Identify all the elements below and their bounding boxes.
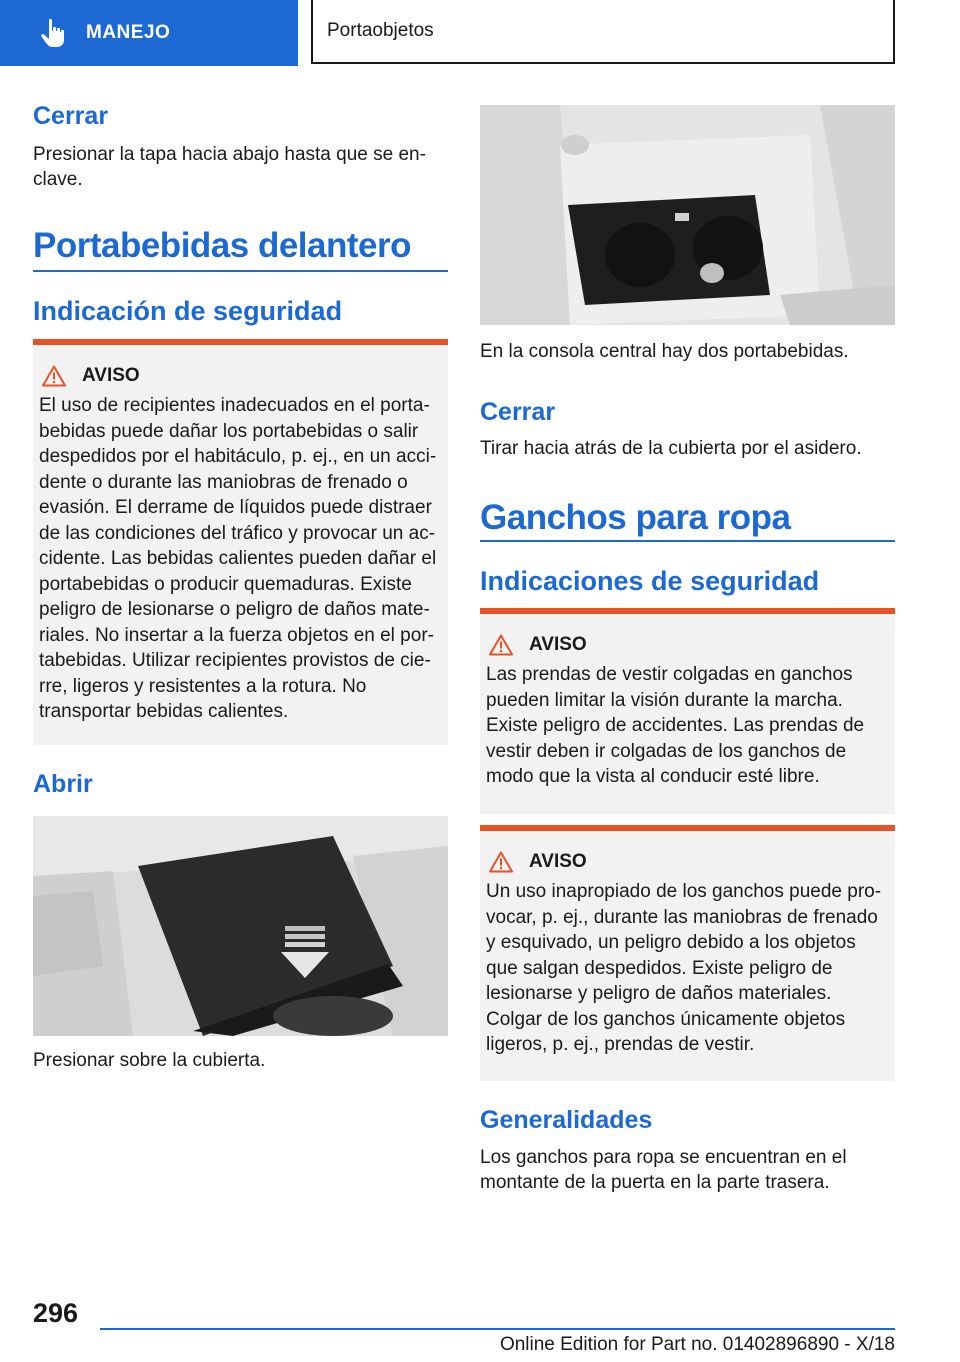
warning-header [39,365,442,387]
abrir-heading: Abrir [33,770,93,798]
warning-triangle-icon [489,851,513,873]
cerrar-heading: Cerrar [33,102,109,130]
cupholder-image [480,105,895,325]
edition-link[interactable]: Online Edition for Part no. 01402896890 - X/18 [499,1334,895,1355]
warning-box-1 [480,608,895,814]
warning-text-1: Las prendas de vestir colgadas en ganchos pueden limitar la visión durante la marcha. Existe peligro de accidentes. Las prendas de vestir deben ir colgadas de los ganchos de modo que la vista al conducir esté libre. [486,664,865,787]
warning-label-1: AVISO [529,634,587,655]
warning-triangle-icon [489,634,513,656]
cerrar-text: Presionar la tapa hacia abajo hasta que se enclave. [33,144,426,190]
footer-rule [100,1328,895,1330]
console-cover-image [33,816,448,1036]
heading-rule-right [480,540,895,542]
warning-header-1 [486,634,889,656]
warning-label: AVISO [82,365,140,386]
generalidades-heading: Generalidades [480,1106,653,1134]
generalidades-text: Los ganchos para ropa se encuentran en el montante de la puerta en la parte trasera. [480,1147,847,1193]
seguridad-heading: Indicación de seguridad [33,296,343,326]
console-cover-illustration [33,816,448,1036]
warning-triangle-icon [42,365,66,387]
hand-pointer-icon [40,18,66,48]
ganchos-heading: Ganchos para ropa [480,498,791,537]
cupholder-illustration [480,105,895,325]
indicaciones-heading: Indicaciones de seguridad [480,566,820,596]
page-header [0,0,960,66]
warning-label-2: AVISO [529,851,587,872]
warning-text: El uso de recipientes inadecuados en el portabebidas puede dañar los portabebidas o salir despedidos por el habitáculo, p. ej., en un accidente o durante las maniobras de frenado o evasión. El derrame de líquidos puede distraer de las condiciones del tráfico y provocar un accidente. Las bebidas calientes pueden dañar el portabebidas o producir quemaduras. Existe peligro de lesionarse o peligro de daños materiales. No insertar a la fuerza objetos en el portabebidas. Utilizar recipientes provistos de cierre, ligeros y resistentes a la rotura. No transportar bebidas calientes. [39,395,437,722]
warning-header-2 [486,851,889,873]
consola-caption: En la consola central hay dos portabebidas. [480,341,849,362]
portabebidas-heading: Portabebidas delantero [33,226,411,265]
cerrar-heading-right: Cerrar [480,398,556,426]
page-number: 296 [33,1298,79,1328]
section-label: Portaobjetos [327,20,434,41]
warning-box-2 [480,825,895,1081]
cerrar-text-right: Tirar hacia atrás de la cubierta por el asidero. [480,438,862,459]
heading-rule [33,270,448,272]
chapter-label: MANEJO [86,22,171,43]
chapter-tab[interactable] [0,0,298,66]
warning-text-2: Un uso inapropiado de los ganchos puede provocar, p. ej., durante las maniobras de frenado y esquivado, un peligro debido a los objetos que salgan despedidos. Existe peligro de lesionarse y peligro de daños materiales. Colgar de los ganchos únicamente objetos ligeros, p. ej., prendas de vestir. [486,881,882,1055]
warning-box [33,339,448,745]
abrir-caption: Presionar sobre la cubierta. [33,1050,266,1071]
section-tab [311,0,895,64]
